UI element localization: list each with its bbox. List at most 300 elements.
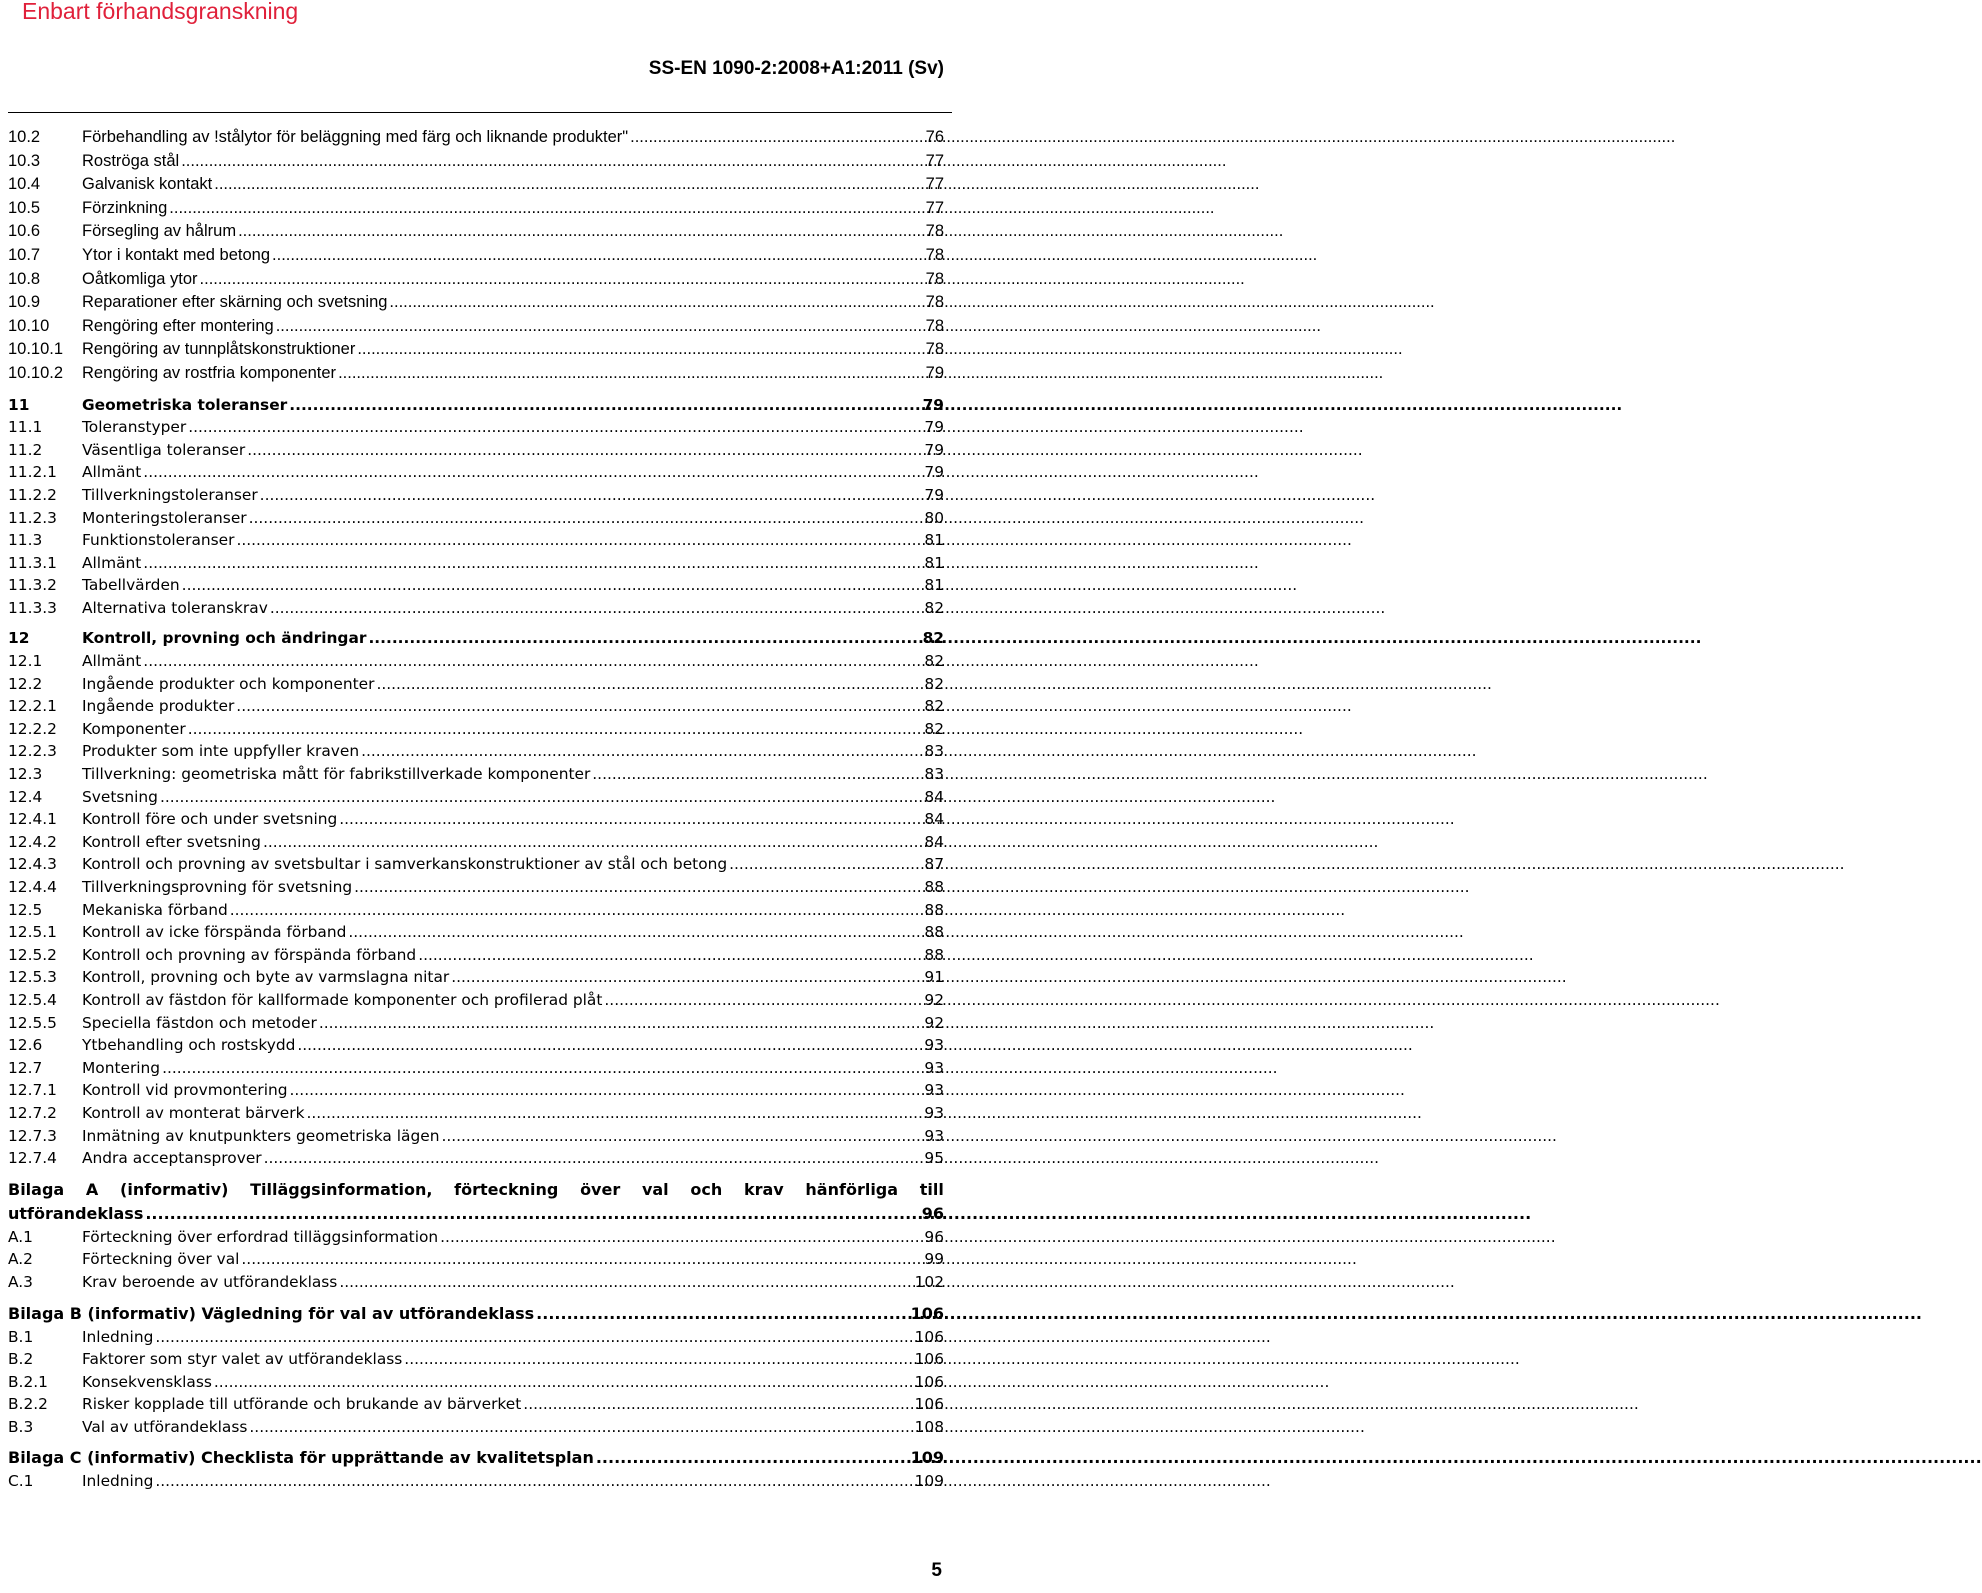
toc-entry-number: 12.6: [8, 1036, 43, 1055]
toc-entry[interactable]: [8, 507, 944, 530]
toc-entry[interactable]: [8, 1371, 944, 1394]
toc-entry-page: 93: [924, 1036, 944, 1055]
dot-leader: [354, 876, 922, 899]
toc-entry-title: Svetsning: [82, 787, 158, 806]
dot-leader: [249, 507, 923, 530]
dot-leader: [238, 220, 924, 244]
dot-leader: [376, 673, 922, 696]
toc-entry-number: 12.4: [8, 787, 43, 806]
toc-entry-page: 84: [924, 787, 944, 806]
toc-entry-title: Rengöring av tunnplåtskonstruktioner: [82, 340, 356, 359]
toc-entry[interactable]: [8, 268, 944, 292]
toc-entry-page: 82: [924, 719, 944, 738]
toc-entry[interactable]: [8, 1248, 944, 1271]
toc-entry[interactable]: [8, 291, 944, 315]
dot-leader: [143, 552, 922, 575]
toc-annex-c-items: [8, 1470, 944, 1493]
toc-entry[interactable]: [8, 552, 944, 575]
toc-entry-page: 82: [924, 652, 944, 671]
toc-entry-number: 12.4.1: [8, 810, 57, 829]
dot-leader: [263, 831, 922, 854]
toc-entry-title: Rengöring efter montering: [82, 316, 274, 335]
toc-entry-number: B.2.2: [8, 1395, 48, 1414]
toc-entry-title: Kontroll, provning och ändringar: [82, 629, 367, 648]
dot-leader: [348, 921, 922, 944]
dot-leader: [536, 1302, 908, 1326]
annex-a-heading-word: val: [641, 1179, 669, 1199]
toc-entry-page: 88: [924, 923, 944, 942]
toc-entry-page: 91: [924, 968, 944, 987]
toc-entry-page: 106: [914, 1395, 944, 1414]
toc-entry-page: 83: [924, 742, 944, 761]
dot-leader: [270, 597, 923, 620]
toc-entry[interactable]: [8, 416, 944, 439]
toc-entry-page: 93: [924, 1081, 944, 1100]
toc-entry-page: 78: [925, 245, 944, 264]
dot-leader: [230, 899, 923, 922]
annex-a-heading-word: A: [85, 1179, 99, 1199]
toc-entry-title: Montering: [82, 1058, 161, 1077]
toc-entry[interactable]: [8, 1348, 944, 1371]
dot-leader: [307, 1102, 923, 1125]
toc-entry-page: 109: [914, 1472, 944, 1491]
toc-entry-title: Kontroll av monterat bärverk: [82, 1103, 305, 1122]
toc-entry[interactable]: [8, 197, 944, 221]
toc-entry-number: 12.4.3: [8, 855, 57, 874]
dot-leader: [338, 362, 924, 386]
toc-entry-number: 10.9: [8, 293, 41, 312]
toc-entry[interactable]: [8, 173, 944, 197]
toc-entry-page: 92: [924, 990, 944, 1009]
toc-entry-page: 106: [914, 1372, 944, 1391]
toc-entry-number: 12.1: [8, 652, 43, 671]
dot-leader: [404, 1348, 912, 1371]
dot-leader: [264, 1147, 923, 1170]
toc-entry-page: 96: [924, 1227, 944, 1246]
toc-entry-number: 11.2: [8, 440, 43, 459]
toc-entry-title: Ytor i kontakt med betong: [82, 245, 271, 264]
dot-leader: [523, 1393, 912, 1416]
toc-entry-number: 10.3: [8, 151, 41, 170]
toc-entry[interactable]: [8, 921, 944, 944]
annex-a-heading-word: Bilaga: [8, 1179, 65, 1199]
toc-entry-title: Kontroll före och under svetsning: [82, 810, 338, 829]
toc-entry[interactable]: [8, 1057, 944, 1080]
page-number: 5: [931, 1560, 942, 1581]
toc-annex-a: [8, 1178, 944, 1226]
toc-entry[interactable]: [8, 650, 944, 673]
toc-entry-number: 11.3.1: [8, 553, 57, 572]
dot-leader: [368, 627, 920, 650]
toc-entry-number: 10.8: [8, 269, 41, 288]
toc-entry-page: 84: [924, 810, 944, 829]
toc-entry-number: 11.3.2: [8, 576, 57, 595]
dot-leader: [236, 529, 922, 552]
annex-a-heading-word: till: [919, 1179, 944, 1199]
toc-entry-title: Geometriska toleranser: [82, 395, 288, 414]
toc-entry-page: 102: [914, 1272, 944, 1291]
toc-entry-title: Allmänt: [82, 463, 142, 482]
toc-entry[interactable]: [8, 126, 944, 150]
dot-leader: [169, 197, 923, 221]
toc-entry[interactable]: [8, 944, 944, 967]
toc-entry-title: Kontroll efter svetsning: [82, 832, 261, 851]
toc-entry-title: Tillverkning: geometriska mått för fabrikstillverkade komponenter: [82, 765, 591, 784]
toc-entry[interactable]: [8, 1393, 944, 1416]
toc-entry-number: 12.5.3: [8, 968, 57, 987]
toc-entry-number: 12.5.5: [8, 1013, 57, 1032]
toc-entry-number: 10.10.2: [8, 363, 64, 382]
toc-entry[interactable]: [8, 763, 944, 786]
dot-leader: [630, 126, 924, 150]
toc-entry-page: 79: [922, 395, 944, 414]
toc-entry[interactable]: [8, 529, 944, 552]
toc-entry-number: B.3: [8, 1417, 34, 1436]
annex-a-heading-line1: [8, 1178, 944, 1202]
toc-entry-number: 12.2.3: [8, 742, 57, 761]
toc-entry[interactable]: [8, 695, 944, 718]
dot-leader: [339, 808, 922, 831]
dot-leader: [272, 244, 924, 268]
toc-entry-page: 95: [924, 1149, 944, 1168]
toc-entry[interactable]: [8, 1147, 944, 1170]
dot-leader: [181, 150, 923, 174]
toc-entry-title: Kontroll och provning av svetsbultar i samverkanskonstruktioner av stål och betong: [82, 855, 728, 874]
toc-entry-title: Toleranstyper: [82, 418, 187, 437]
dot-leader: [188, 718, 923, 741]
toc-entry-title: Inledning: [82, 1327, 154, 1346]
annex-a-heading-line2: [8, 1202, 944, 1226]
annex-b-heading: Bilaga B (informativ) Vägledning för val av utförandeklass: [8, 1303, 535, 1323]
toc-entry[interactable]: [8, 220, 944, 244]
toc-entry-number: 11.3.3: [8, 598, 57, 617]
toc-entry-title: Kontroll av icke förspända förband: [82, 923, 347, 942]
toc-entry-title: Mekaniska förband: [82, 900, 228, 919]
toc-entry[interactable]: [8, 1012, 944, 1035]
toc-entry-number: 12.4.4: [8, 878, 57, 896]
dot-leader: [729, 853, 922, 876]
toc-entry-page: 79: [924, 440, 944, 459]
toc-entry-number: 10.7: [8, 245, 41, 264]
dot-leader: [143, 650, 922, 673]
toc-entry-page: 78: [925, 316, 944, 335]
toc-annex-c: [8, 1446, 944, 1470]
dot-leader: [592, 763, 922, 786]
toc-entry[interactable]: [8, 338, 944, 362]
toc-entry-page: 106: [914, 1350, 944, 1369]
toc-annex-b: [8, 1302, 944, 1326]
toc-entry-number: 11.2.1: [8, 463, 57, 482]
toc-entry[interactable]: [8, 853, 944, 876]
toc-entry-page: 79: [924, 485, 944, 504]
toc-entry-title: Kontroll och provning av förspända förband: [82, 945, 417, 964]
toc-entry-number: A.3: [8, 1272, 33, 1291]
toc-entry[interactable]: [8, 966, 944, 989]
toc-entry-page: 78: [925, 269, 944, 288]
dot-leader: [143, 461, 922, 484]
dot-leader: [236, 695, 922, 718]
toc-entry-title: Förbehandling av !stålytor för beläggning med färg och liknande produkter": [82, 128, 629, 146]
toc-entry[interactable]: [8, 150, 944, 174]
toc-entry-page: 93: [924, 1058, 944, 1077]
toc-entry-title: Oåtkomliga ytor: [82, 269, 198, 288]
dot-leader: [260, 484, 923, 507]
toc-entry-number: A.2: [8, 1250, 33, 1269]
toc-entry[interactable]: [8, 1034, 944, 1057]
toc-entry-page: 79: [924, 463, 944, 482]
toc-entry-title: Reparationer efter skärning och svetsning: [82, 293, 388, 312]
toc-entry-page: 83: [924, 765, 944, 784]
toc-entry-title: Krav beroende av utförandeklass: [82, 1272, 338, 1291]
toc-entry-number: 10.10: [8, 316, 50, 335]
toc-entry-page: 92: [924, 1013, 944, 1032]
dot-leader: [214, 173, 923, 197]
toc-entry[interactable]: [8, 1102, 944, 1125]
toc-entry-page: 87: [924, 855, 944, 874]
toc-entry-number: 12.5.1: [8, 923, 57, 942]
toc-entry-title: Försegling av hålrum: [82, 222, 237, 241]
toc-entry-page: 81: [924, 553, 944, 572]
dot-leader: [160, 786, 922, 809]
toc-entry-title: Alternativa toleranskrav: [82, 598, 268, 617]
toc-entry[interactable]: [8, 597, 944, 620]
toc-entry-number: 12.5: [8, 900, 43, 919]
toc-entry-title: Galvanisk kontakt: [82, 175, 213, 194]
dot-leader: [339, 1271, 912, 1294]
toc-entry[interactable]: [8, 315, 944, 339]
header-rule: [8, 112, 952, 113]
toc-entry[interactable]: [8, 1416, 944, 1439]
toc-entry[interactable]: [8, 740, 944, 763]
toc-entry-number: 12.7.1: [8, 1081, 57, 1100]
toc-entry-page: 79: [925, 363, 944, 382]
annex-a-heading-word: förteckning: [454, 1179, 559, 1199]
toc-entry-page: 106: [914, 1327, 944, 1346]
toc-entry-number: C.1: [8, 1472, 34, 1491]
toc-entry-number: 12.2.1: [8, 697, 57, 716]
toc-entry-page: 80: [924, 508, 944, 527]
annex-a-heading-word: (informativ): [120, 1179, 229, 1199]
toc-entry-number: 12.7.3: [8, 1126, 57, 1145]
toc-entry-number: 12.4.2: [8, 832, 57, 851]
standard-designation: SS-EN 1090-2:2008+A1:2011 (Sv): [648, 58, 944, 79]
dot-leader: [441, 1125, 922, 1148]
toc-entry-number: 10.4: [8, 175, 41, 194]
toc-entry-page: 88: [924, 878, 944, 896]
toc-entry[interactable]: [8, 1271, 944, 1294]
toc-entry-title: Förteckning över erfordrad tilläggsinformation: [82, 1227, 439, 1246]
toc-entry-page: 77: [925, 175, 944, 194]
dot-leader: [357, 338, 923, 362]
annex-a-page: 96: [921, 1203, 944, 1223]
toc-entry[interactable]: [8, 627, 944, 650]
dot-leader: [297, 1034, 922, 1057]
toc-entry-title: Allmänt: [82, 553, 142, 572]
annex-c-page: 109: [910, 1448, 944, 1468]
toc-entry-page: 76: [925, 128, 944, 146]
toc-entry[interactable]: [8, 1326, 944, 1349]
dot-leader: [604, 989, 922, 1012]
toc-entry-title: Förzinkning: [82, 198, 168, 217]
toc-entry[interactable]: [8, 394, 944, 417]
toc-entry[interactable]: [8, 1470, 944, 1493]
toc-entry-title: Monteringstoleranser: [82, 508, 247, 527]
dot-leader: [249, 1416, 912, 1439]
toc-entry-title: Kontroll, provning och byte av varmslagna nitar: [82, 968, 450, 987]
toc-entry-title: Kontroll vid provmontering: [82, 1081, 288, 1100]
toc-entry[interactable]: [8, 1125, 944, 1148]
toc-entry-number: B.1: [8, 1327, 34, 1346]
toc-entry[interactable]: [8, 362, 944, 386]
toc-entry-page: 93: [924, 1126, 944, 1145]
toc-entry-page: 77: [925, 198, 944, 217]
annex-a-heading-word: krav: [743, 1179, 784, 1199]
toc-entry-title: Komponenter: [82, 719, 186, 738]
toc-entry-title: Funktionstoleranser: [82, 531, 235, 550]
toc-entry-number: A.1: [8, 1227, 33, 1246]
toc-entry-title: Kontroll av fästdon för kallformade komponenter och profilerad plåt: [82, 990, 603, 1009]
toc-entry[interactable]: [8, 244, 944, 268]
toc-entry-title: Tabellvärden: [82, 576, 180, 595]
toc-entry-page: 81: [924, 576, 944, 595]
toc-entry-number: 11.2.3: [8, 508, 57, 527]
toc-entry-title: Tillverkningstoleranser: [82, 485, 258, 504]
dot-leader: [361, 740, 922, 763]
toc-entry-page: 82: [924, 697, 944, 716]
dot-leader: [200, 268, 924, 292]
toc-section-10: [8, 126, 944, 386]
toc-entry-title: Ingående produkter: [82, 697, 235, 716]
annex-a-heading-word: och: [690, 1179, 723, 1199]
toc-entry-page: 93: [924, 1103, 944, 1122]
toc-entry[interactable]: [8, 461, 944, 484]
toc-entry[interactable]: [8, 1079, 944, 1102]
toc-entry[interactable]: [8, 484, 944, 507]
toc-entry-title: Ytbehandling och rostskydd: [82, 1036, 296, 1055]
toc-entry-number: 12.7: [8, 1058, 43, 1077]
toc-entry-page: 108: [914, 1417, 944, 1436]
toc-entry[interactable]: [8, 899, 944, 922]
toc-entry[interactable]: [8, 786, 944, 809]
toc-entry-title: Faktorer som styr valet av utförandeklass: [82, 1350, 403, 1369]
toc-entry-number: 10.10.1: [8, 340, 64, 359]
dot-leader: [319, 1012, 923, 1035]
toc-entry-title: Andra acceptansprover: [82, 1149, 262, 1168]
toc-entry-number: 12: [8, 629, 30, 648]
annex-c-heading: Bilaga C (informativ) Checklista för upprättande av kvalitetsplan: [8, 1448, 594, 1468]
dot-leader: [145, 1202, 919, 1226]
toc-entry-page: 88: [924, 900, 944, 919]
toc-entry-number: 10.5: [8, 198, 41, 217]
toc-entry-title: Val av utförandeklass: [82, 1417, 248, 1436]
toc-entry-title: Förteckning över val: [82, 1250, 240, 1269]
toc-entry-page: 82: [924, 674, 944, 693]
dot-leader: [182, 574, 923, 597]
toc-entry-page: 84: [924, 832, 944, 851]
toc-entry[interactable]: [8, 718, 944, 741]
toc-entry-page: 77: [925, 151, 944, 170]
toc-entry[interactable]: [8, 876, 944, 899]
watermark: Enbart förhandsgranskning: [22, 0, 299, 24]
dot-leader: [247, 439, 922, 462]
table-of-contents: [8, 126, 944, 1493]
toc-entry[interactable]: [8, 808, 944, 831]
toc-entry-number: 12.3: [8, 765, 43, 784]
toc-entry[interactable]: [8, 673, 944, 696]
dot-leader: [276, 315, 924, 339]
dot-leader: [188, 416, 922, 439]
toc-entry-title: Produkter som inte uppfyller kraven: [82, 742, 360, 761]
dot-leader: [162, 1057, 922, 1080]
toc-entry-number: 10.2: [8, 128, 41, 146]
dot-leader: [440, 1226, 922, 1249]
annex-b-page: 106: [910, 1303, 944, 1323]
toc-entry-title: Ingående produkter och komponenter: [82, 674, 375, 693]
toc-entry-title: Speciella fästdon och metoder: [82, 1013, 317, 1032]
dot-leader: [418, 944, 922, 967]
toc-entry-title: Tillverkningsprovning för svetsning: [82, 878, 353, 896]
toc-entry-number: 12.5.2: [8, 945, 57, 964]
annex-a-heading-tail: utförandeklass: [8, 1203, 144, 1223]
dot-leader: [290, 1079, 923, 1102]
annex-a-heading-word: över: [580, 1179, 621, 1199]
toc-entry[interactable]: [8, 831, 944, 854]
toc-entry-page: 79: [924, 418, 944, 437]
toc-entry-number: 12.2.2: [8, 719, 57, 738]
toc-entry-number: 11.2.2: [8, 485, 57, 504]
dot-leader: [155, 1470, 912, 1493]
toc-entry-title: Väsentliga toleranser: [82, 440, 246, 459]
toc-entry[interactable]: [8, 989, 944, 1012]
toc-entry-title: Inledning: [82, 1472, 154, 1491]
annex-a-heading-word: Tilläggsinformation,: [250, 1179, 433, 1199]
toc-entry-number: 11: [8, 395, 30, 414]
dot-leader: [155, 1326, 912, 1349]
toc-entry-number: 10.6: [8, 222, 41, 241]
toc-entry-title: Roströga stål: [82, 151, 180, 170]
toc-entry-number: 12.5.4: [8, 990, 57, 1009]
toc-entry-title: Inmätning av knutpunkters geometriska lägen: [82, 1126, 440, 1145]
toc-entry-page: 88: [924, 945, 944, 964]
toc-section-12: [8, 627, 944, 1169]
toc-entry[interactable]: [8, 439, 944, 462]
toc-entry-number: B.2: [8, 1350, 34, 1369]
toc-entry-number: 12.2: [8, 674, 43, 693]
toc-annex-b-items: [8, 1326, 944, 1439]
toc-entry-page: 78: [925, 340, 944, 359]
toc-entry-number: 12.7.2: [8, 1103, 57, 1122]
dot-leader: [451, 966, 922, 989]
toc-entry-page: 81: [924, 531, 944, 550]
dot-leader: [214, 1371, 913, 1394]
toc-entry-number: 11.1: [8, 418, 43, 437]
toc-entry-title: Konsekvensklass: [82, 1372, 212, 1391]
dot-leader: [289, 394, 920, 417]
toc-annex-a-items: [8, 1226, 944, 1294]
toc-entry-title: Rengöring av rostfria komponenter: [82, 363, 337, 382]
toc-entry-title: Allmänt: [82, 652, 142, 671]
dot-leader: [389, 291, 923, 315]
toc-entry-page: 78: [925, 293, 944, 312]
toc-entry-number: 11.3: [8, 531, 43, 550]
toc-entry-page: 99: [924, 1250, 944, 1269]
toc-entry[interactable]: [8, 1226, 944, 1249]
dot-leader: [241, 1248, 922, 1271]
toc-entry-number: 12.7.4: [8, 1149, 57, 1168]
toc-entry-page: 78: [925, 222, 944, 241]
toc-entry-page: 82: [924, 598, 944, 617]
toc-entry[interactable]: [8, 574, 944, 597]
